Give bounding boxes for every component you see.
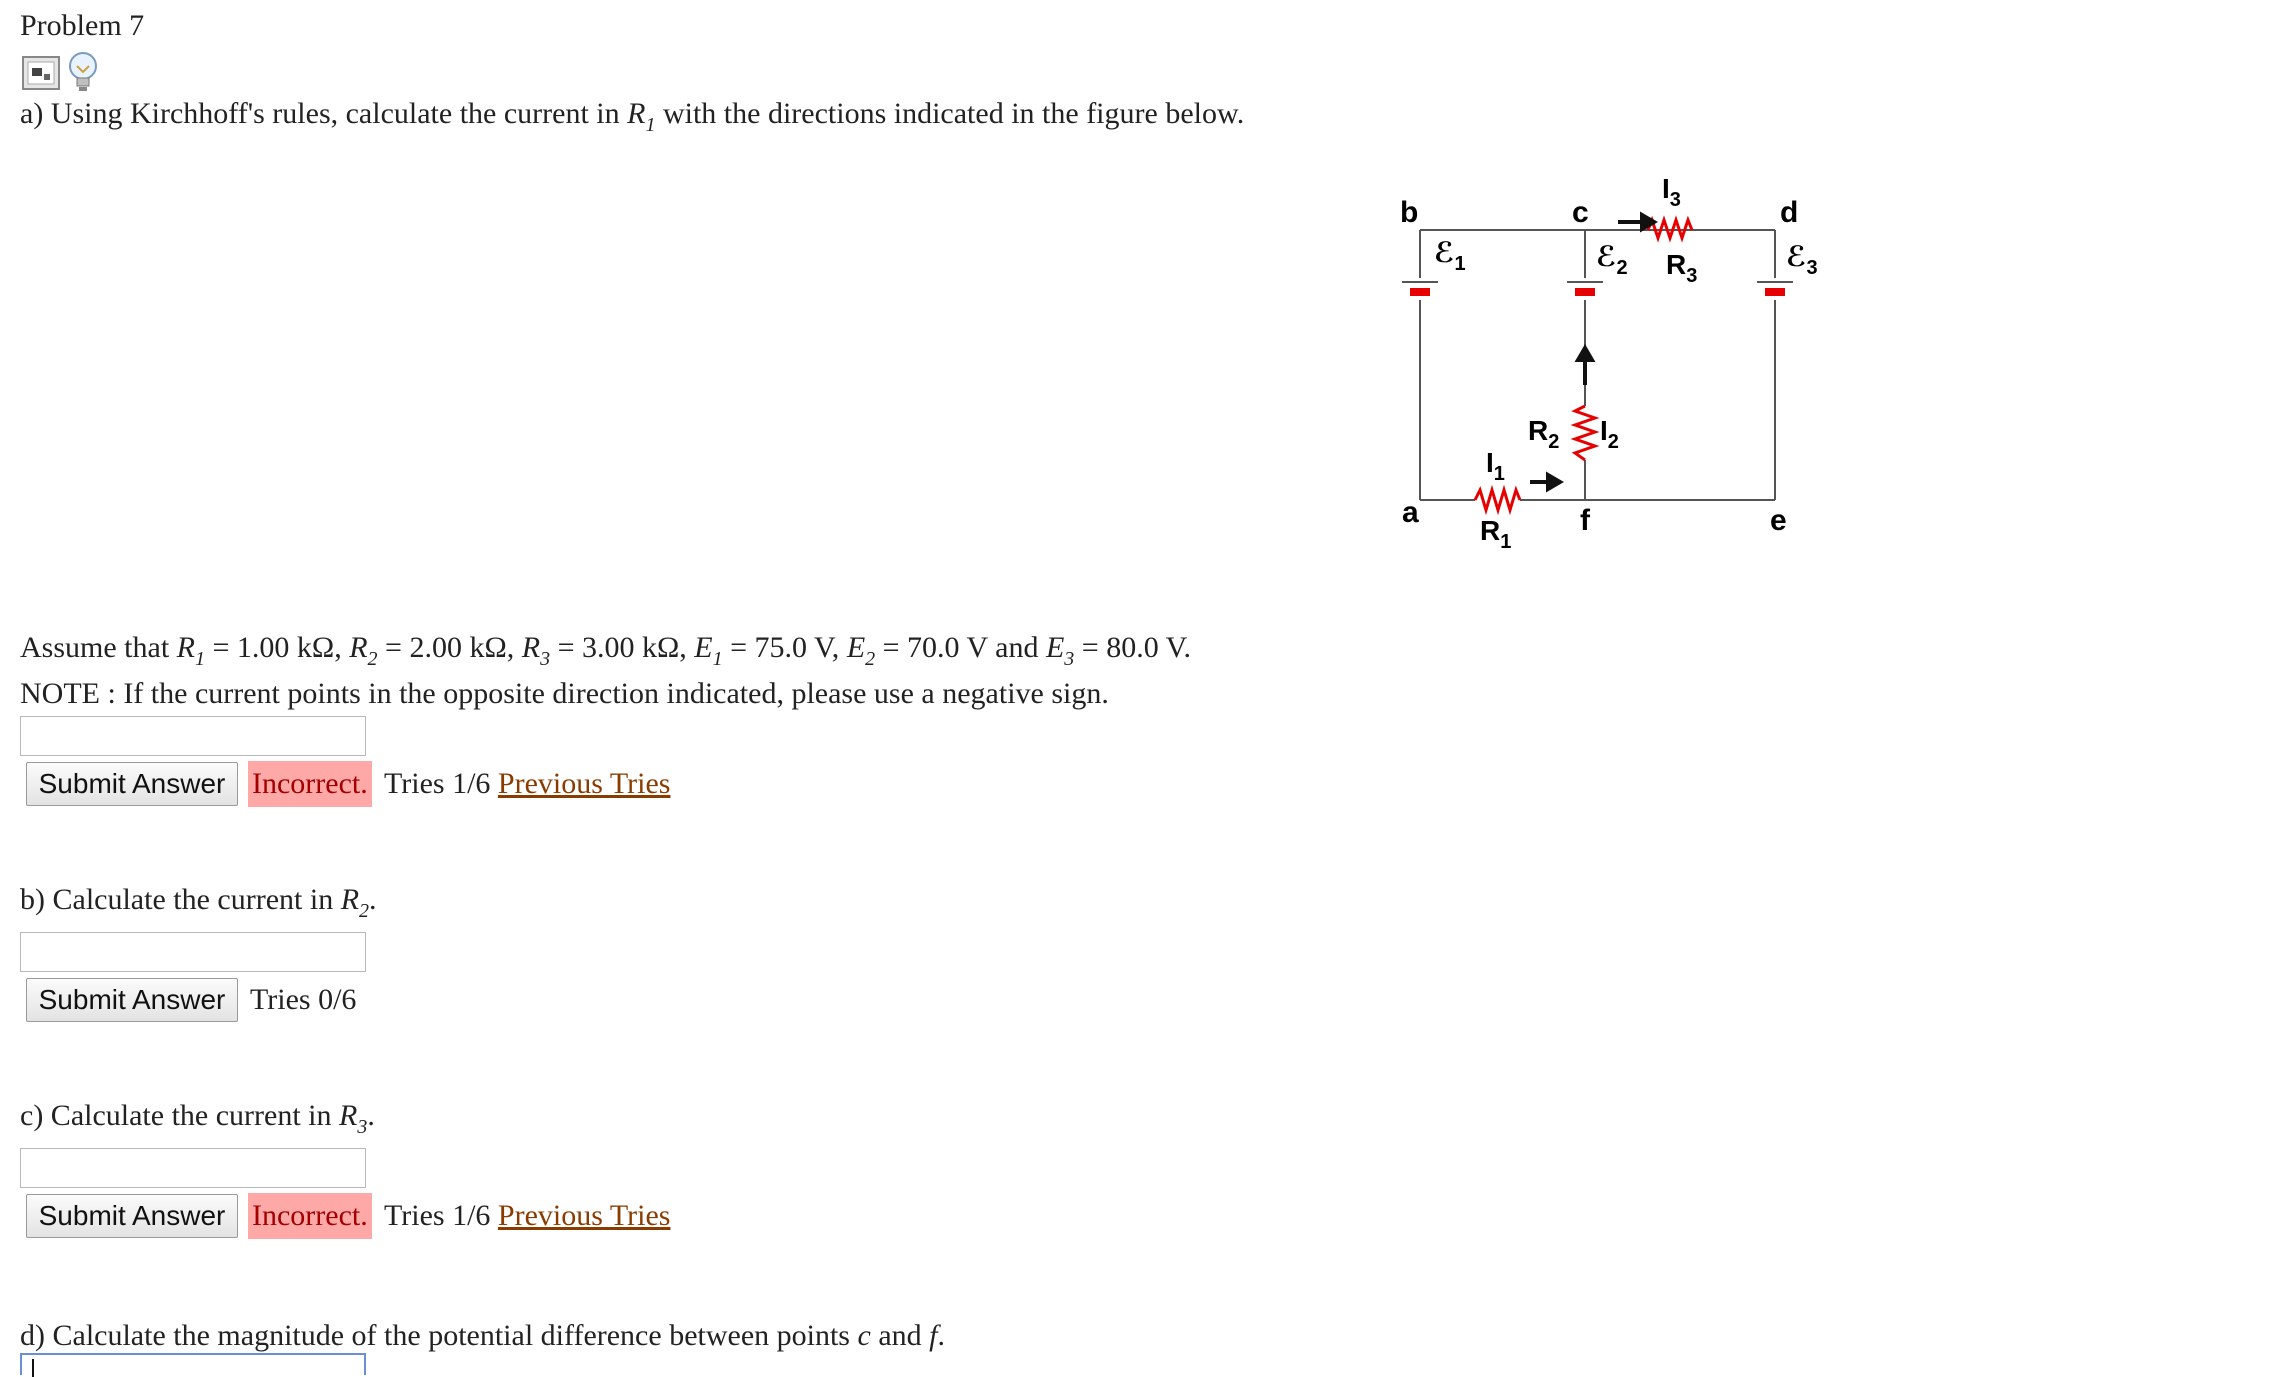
part-a-status-badge: Incorrect. — [248, 761, 372, 807]
part-a-note: NOTE : If the current points in the opposite direction indicated, please use a negative sign. — [20, 677, 1109, 710]
node-d-label: d — [1780, 196, 1799, 229]
r1-label: $R_1$ — [1480, 515, 1512, 553]
part-c-question: c) Calculate the current in $R_3$. — [20, 1099, 375, 1138]
part-a-previous-tries-link[interactable]: Previous Tries — [497, 767, 671, 800]
node-c-label: c — [1572, 196, 1589, 229]
part-c-tries: Tries 1/6 Previous Tries — [384, 1199, 671, 1232]
emf3-label: ℰ$_3$ — [1786, 241, 1818, 279]
part-a-question: a) Using Kirchhoff's rules, calculate the current in $R_1$ with the directions indicated in the figure below. — [20, 97, 1245, 136]
printer-icon[interactable] — [22, 56, 60, 90]
part-d-question: d) Calculate the magnitude of the potential difference between points c and f. — [20, 1319, 945, 1352]
part-b-tries: Tries 0/6 — [250, 983, 357, 1016]
part-a-tries: Tries 1/6 Previous Tries — [384, 767, 671, 800]
text-caret — [32, 1359, 34, 1377]
part-b-answer-field[interactable] — [20, 932, 366, 972]
lightbulb-hint-icon[interactable] — [66, 50, 100, 94]
r2-label: $R_2$ — [1528, 415, 1560, 453]
circuit-diagram — [1380, 170, 1820, 570]
i3-label: $I_3$ — [1662, 173, 1681, 211]
part-c-submit-button[interactable]: Submit Answer — [26, 1194, 238, 1238]
node-f-label: f — [1580, 504, 1590, 537]
part-a-assumptions: Assume that $R_1 = 1.00$ kΩ, $R_2 = 2.00$ kΩ, $R_3 = 3.00$ kΩ, $E_1 = 75.0$ V, $E_2 = 70.0$ V and $E_3 = 80.0$ V. — [20, 631, 1191, 670]
part-b-submit-button[interactable]: Submit Answer — [26, 978, 238, 1022]
node-e-label: e — [1770, 504, 1787, 537]
node-a-label: a — [1402, 496, 1419, 529]
part-c-previous-tries-link[interactable]: Previous Tries — [497, 1199, 671, 1232]
part-a-answer-field[interactable] — [20, 716, 366, 756]
i1-label: $I_1$ — [1486, 447, 1505, 485]
part-a-submit-button[interactable]: Submit Answer — [26, 762, 238, 806]
problem-title: Problem 7 — [20, 9, 145, 42]
i2-label: $I_2$ — [1600, 415, 1619, 453]
part-b-question: b) Calculate the current in $R_2$. — [20, 883, 377, 922]
node-b-label: b — [1400, 196, 1419, 229]
emf2-label: ℰ$_2$ — [1596, 241, 1628, 279]
r3-label: $R_3$ — [1666, 249, 1698, 287]
part-c-answer-field[interactable] — [20, 1148, 366, 1188]
part-d-answer-field[interactable] — [20, 1353, 366, 1375]
emf1-label: ℰ$_1$ — [1434, 237, 1466, 275]
part-c-status-badge: Incorrect. — [248, 1193, 372, 1239]
